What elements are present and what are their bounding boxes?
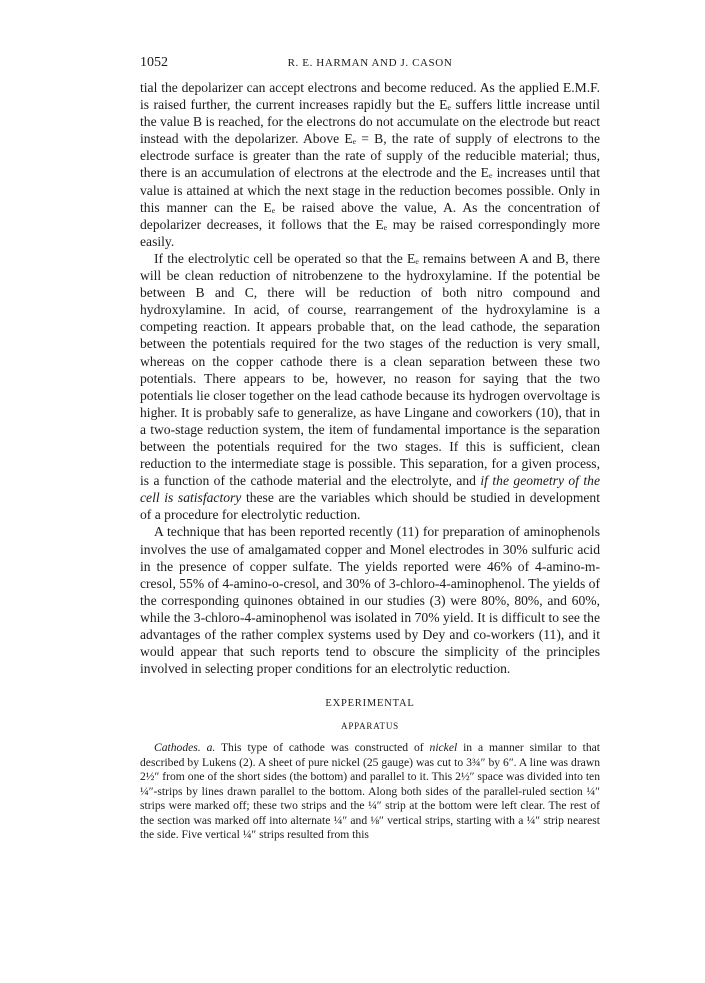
article-body	[140, 79, 600, 843]
paragraph-text: in a manner similar to that described by Lukens (2). A sheet of pure nickel (25 gauge) was cut to 3¾″ by 6″. A line was drawn 2½″ from one of the short sides (the bottom) and parallel to it. This 2½″ space was divided into ten ¼″-strips by lines drawn parallel to the bottom. Along both sides of the parallel-ruled section ¼″ strips were marked off; these two strips and the ¼″ strip at the bottom were left clear. The rest of the section was marked off into alternate ¼″ and ⅛″ vertical strips, starting with a ¼″ strip nearest the side. Five vertical ¼″ strips resulted from this	[140, 741, 601, 842]
paragraph-text: This type of cathode was constructed of	[215, 741, 430, 755]
running-head-authors: R. E. HARMAN AND J. CASON	[287, 57, 453, 69]
paragraph-text: these are the variables which should be studied in development of a procedure for electrolytic reduction.	[140, 490, 600, 523]
paragraph-electrolytic-cell	[140, 250, 600, 524]
running-head	[140, 55, 600, 75]
paragraph-aminophenols: A technique that has been reported recently (11) for preparation of aminophenols involves the use of amalgamated copper and Monel electrodes in 30% sulfuric acid in the presence of copper sulfate. The yields reported were 46% of 4-amino-m-cresol, 55% of 4-amino-o-cresol, and 30% of 3-chloro-4-aminophenol. The yields of the corresponding quinones obtained in our studies (3) were 80%, 80%, and 60%, while the 3-chloro-4-aminophenol was isolated in 70% yield. It is difficult to see the advantages of the rather complex systems used by Dey and co-workers (11), and it would appear that such reports tend to obscure the simplicity of the principles involved in selecting proper conditions for an electrolytic reduction.	[140, 524, 600, 677]
italic-emphasis: if the geometry of the cell is satisfactory	[140, 473, 600, 506]
paragraph-continued: tial the depolarizer can accept electrons and become reduced. As the applied E.M.F. is raised further, the current increases rapidly but the Eₑ suffers little increase until the value B is reached, for the electrons do not accumulate on the electrode but react instead with the depolarizer. Above Eₑ = B, the rate of supply of electrons to the electrode surface is greater than the rate of supply of the reducible material; thus, there is an accumulation of electrons at the electrode and the Eₑ increases until that value is attained at which the next stage in the reduction becomes possible. Only in this manner can the Eₑ be raised above the value, A. As the concentration of depolarizer decreases, it follows that the Eₑ may be raised correspondingly more easily.	[140, 80, 600, 249]
page-number: 1052	[140, 55, 168, 70]
subsection-heading-apparatus: APPARATUS	[341, 721, 399, 732]
italic-lead: Cathodes. a.	[154, 741, 216, 755]
section-heading-experimental: EXPERIMENTAL	[325, 698, 415, 710]
paragraph-text: If the electrolytic cell be operated so that the Eₑ remains between A and B, there will be clean reduction of nitrobenzene to the hydroxylamine. If the potential be between B and C, there will be reduction of both nitro compound and hydroxylamine. In acid, of course, rearrangement of the hydroxylamine is a competing reaction. It appears probable that, on the lead cathode, the separation between the potentials required for the two stages of the reduction is very small, whereas on the copper cathode there is a clean separation between these two potentials. There appears to be, however, no reason for saying that the two potentials lie closer together on the lead cathode because its hydrogen overvoltage is higher. It is probably safe to generalize, as have Lingane and coworkers (10), that in a two-stage reduction system, the item of fundamental importance is the separation between the potentials required for the two stages. If this is sufficient, clean reduction to the intermediate stage is possible. This separation, for a given process, is a function of the cathode material and the electrolyte, and	[140, 250, 600, 489]
italic-nickel: nickel	[429, 741, 458, 755]
paragraph-cathodes	[140, 741, 600, 843]
